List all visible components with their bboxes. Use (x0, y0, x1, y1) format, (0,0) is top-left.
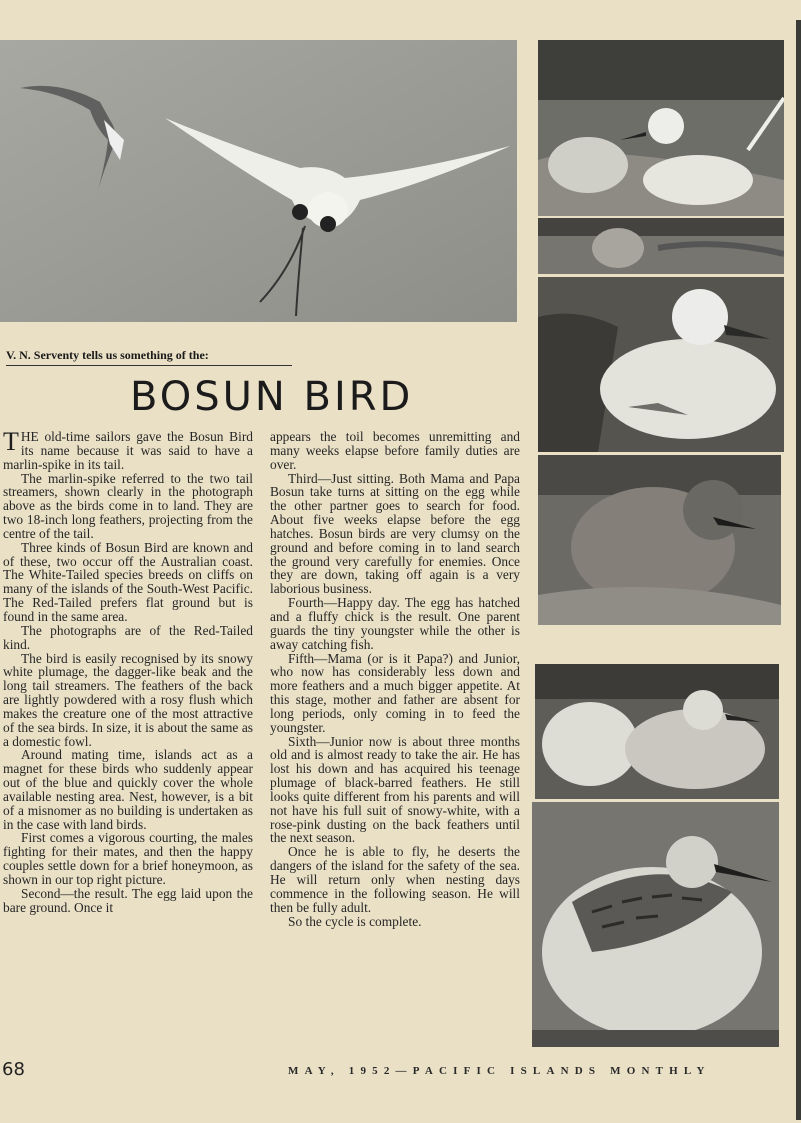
paragraph: Second—the result. The egg laid upon the bare ground. Once it (3, 885, 253, 915)
article-column-right (270, 430, 520, 928)
article-title: BOSUN BIRD (130, 374, 414, 420)
byline: V. N. Serventy tells us something of the: (6, 348, 292, 366)
paragraph: The bird is easily recognised by its snowy white plumage, the dagger-like beak and the long tail streamers. The feathers of the back are lightly powdered with a rosy flush which makes the creature one of the most attractive of the sea birds. In size, it is about the same as a domestic fowl. (3, 650, 253, 749)
paragraph: First comes a vigorous courting, the males fighting for their mates, and then the happy couples settle down for a brief honeymoon, as shown in our top right picture. (3, 830, 253, 887)
paragraph (3, 427, 253, 472)
paragraph: So the cycle is complete. (288, 913, 422, 929)
sitting-on-egg-photo (538, 277, 784, 452)
footer-masthead: MAY, 1952—PACIFIC ISLANDS MONTHLY (288, 1065, 711, 1077)
page-binding-edge (796, 20, 801, 1120)
juvenile-bird-photo (532, 802, 779, 1047)
paragraph: The photographs are of the Red-Tailed kind. (3, 622, 253, 652)
paragraph: Third—Just sitting. Both Mama and Papa Bosun take turns at sitting on the egg while the other partner goes to search for food. About five weeks elapse before the egg hatches. Bosun birds are very clumsy on the ground and before coming in to land search the ground very carefully for enemies. Once they are down, taking off again is a very laborious business. (270, 470, 520, 597)
parent-and-junior-photo (535, 664, 779, 799)
paragraph: Around mating time, islands act as a magnet for these birds who suddenly appear out of the blue and quickly cover the whole available nesting area. Nest, however, is a bit of a misnomer as no building is undertaken as in the case with land birds. (3, 747, 253, 832)
fluffy-chick-with-parent-photo (538, 455, 781, 625)
courting-pair-photo (538, 40, 784, 216)
paragraph: appears the toil becomes unremitting and many weeks elapse before family duties are over. (270, 429, 520, 472)
paragraph: Fifth—Mama (or is it Papa?) and Junior, who now has considerably less down and more feathers and a much bigger appetite. At this stage, mother and father are absent for long periods, only coming in to feed the youngster. (270, 650, 520, 735)
paragraph: The marlin-spike referred to the two tail streamers, shown clearly in the photograph above as the birds come in to land. They are two 18-inch long feathers, projecting from the centre of the tail. (3, 470, 253, 541)
paragraph: Once he is able to fly, he deserts the dangers of the island for the safety of the sea. He will return only when nesting days commence in the following season. He will then be fully adult. (270, 844, 520, 915)
bosun-bird-in-flight-photo (0, 40, 517, 322)
article-column-left (3, 427, 253, 915)
page-number: 68 (2, 1059, 25, 1080)
paragraph: Three kinds of Bosun Bird are known and of these, two occur off the Australian coast. The White-Tailed species breeds on cliffs on many of the islands of the South-West Pacific. The Red-Tailed prefers flat ground but is found in the same area. (3, 539, 253, 624)
paragraph-text: HE old-time sailors gave the Bosun Bird its name because it was said to have a marlin-spike in its tail. (3, 429, 253, 472)
paragraph: Sixth—Junior now is about three months old and is almost ready to take the air. He has lost his down and has acquired his teenage plumage of black-barred feathers. He still looks quite different from his parents and will not have his full suit of snowy-white, with a rose-pink dusting on the back feathers until the next season. (270, 733, 520, 846)
egg-on-ground-photo (538, 218, 784, 274)
dropcap: T (3, 427, 19, 456)
paragraph: Fourth—Happy day. The egg has hatched and a fluffy chick is the result. One parent guards the tiny youngster while the other is away catching fish. (270, 595, 520, 652)
